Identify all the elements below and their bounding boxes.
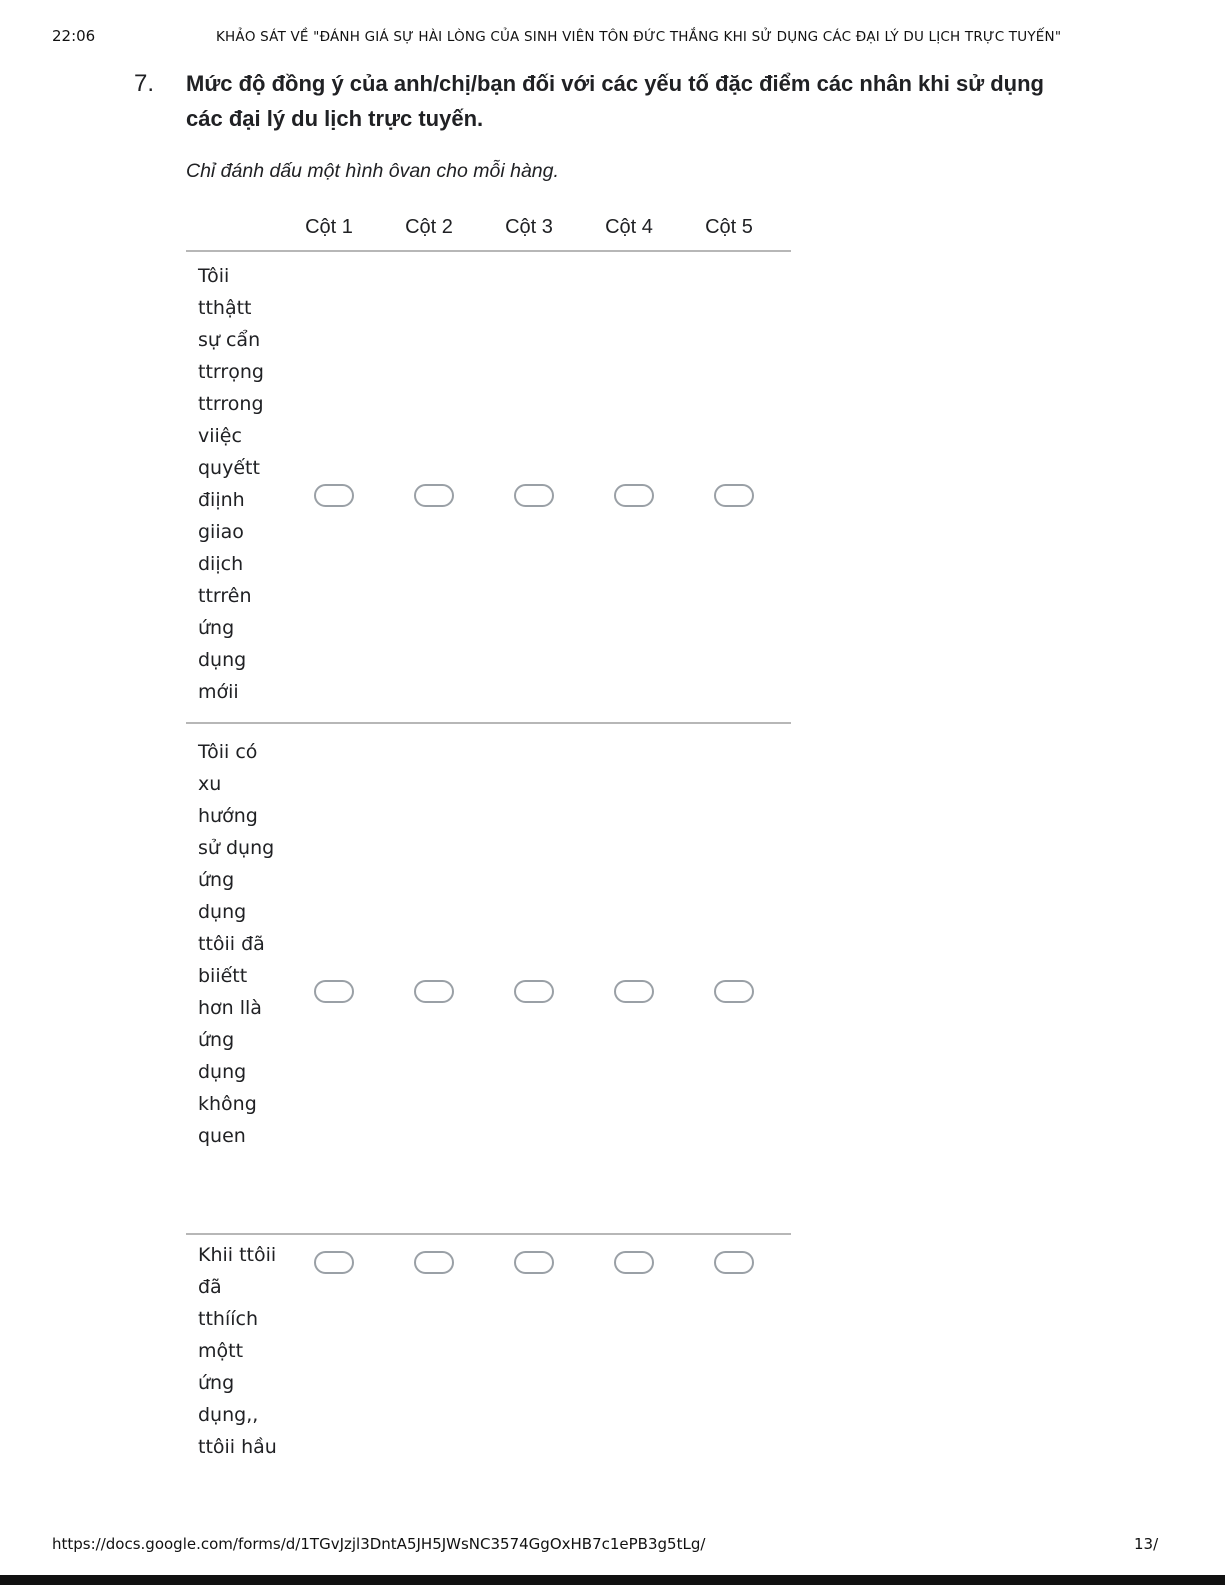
row-1-option-col-5[interactable] <box>714 484 754 507</box>
column-header-2: Cột 2 <box>405 216 453 238</box>
row-2-option-col-2[interactable] <box>414 980 454 1003</box>
row-1-option-col-3[interactable] <box>514 484 554 507</box>
print-footer-url: https://docs.google.com/forms/d/1TGvJzjl3DntA5JH5JWsNC3574GgOxHB7c1ePB3g5tLg/ <box>52 1535 706 1553</box>
row-1-option-col-1[interactable] <box>314 484 354 507</box>
grid-row-3 <box>186 1235 791 1505</box>
question-hint: Chỉ đánh dấu một hình ôvan cho mỗi hàng. <box>186 160 559 182</box>
row-3-option-col-4[interactable] <box>614 1251 654 1274</box>
row-1-option-col-2[interactable] <box>414 484 454 507</box>
print-time: 22:06 <box>52 27 96 45</box>
row-2-option-col-4[interactable] <box>614 980 654 1003</box>
row-label-1: Tôii tthậtt sự cẩn ttrrọng ttrrong viiệc quyếtt điịnh giiao diịch ttrrên ứng dụng mớii <box>198 265 264 703</box>
question-number: 7. <box>134 70 155 97</box>
row-2-option-col-1[interactable] <box>314 980 354 1003</box>
row-label-3: Khii ttôii đã tthíích mộtt ứng dụng,, ttôii hầu <box>198 1244 277 1458</box>
print-page-number: 13/ <box>1134 1535 1159 1553</box>
column-header-1: Cột 1 <box>305 216 353 238</box>
print-header-title: KHẢO SÁT VỀ "ĐÁNH GIÁ SỰ HÀI LÒNG CỦA SINH VIÊN TÔN ĐỨC THẮNG KHI SỬ DỤNG CÁC ĐẠI LÝ DU LỊCH TRỰC TUYẾN" <box>216 29 1062 45</box>
column-header-3: Cột 3 <box>505 216 553 238</box>
grid-row-1 <box>186 252 791 724</box>
row-3-option-col-5[interactable] <box>714 1251 754 1274</box>
column-header-4: Cột 4 <box>605 216 653 238</box>
grid-column-header <box>186 212 791 252</box>
row-2-option-col-5[interactable] <box>714 980 754 1003</box>
row-3-option-col-1[interactable] <box>314 1251 354 1274</box>
row-label-2: Tôii có xu hướng sử dụng ứng dụng ttôii đã biiếtt hơn llà ứng dụng không quen <box>198 741 275 1147</box>
row-3-option-col-2[interactable] <box>414 1251 454 1274</box>
question-title: Mức độ đồng ý của anh/chị/bạn đối với các yếu tố đặc điểm các nhân khi sử dụng các đại lý du lịch trực tuyến. <box>186 71 1044 131</box>
page-bottom-edge <box>0 1575 1225 1585</box>
row-3-option-col-3[interactable] <box>514 1251 554 1274</box>
column-header-5: Cột 5 <box>705 216 753 238</box>
row-2-option-col-3[interactable] <box>514 980 554 1003</box>
grid-row-2 <box>186 724 791 1234</box>
row-1-option-col-4[interactable] <box>614 484 654 507</box>
